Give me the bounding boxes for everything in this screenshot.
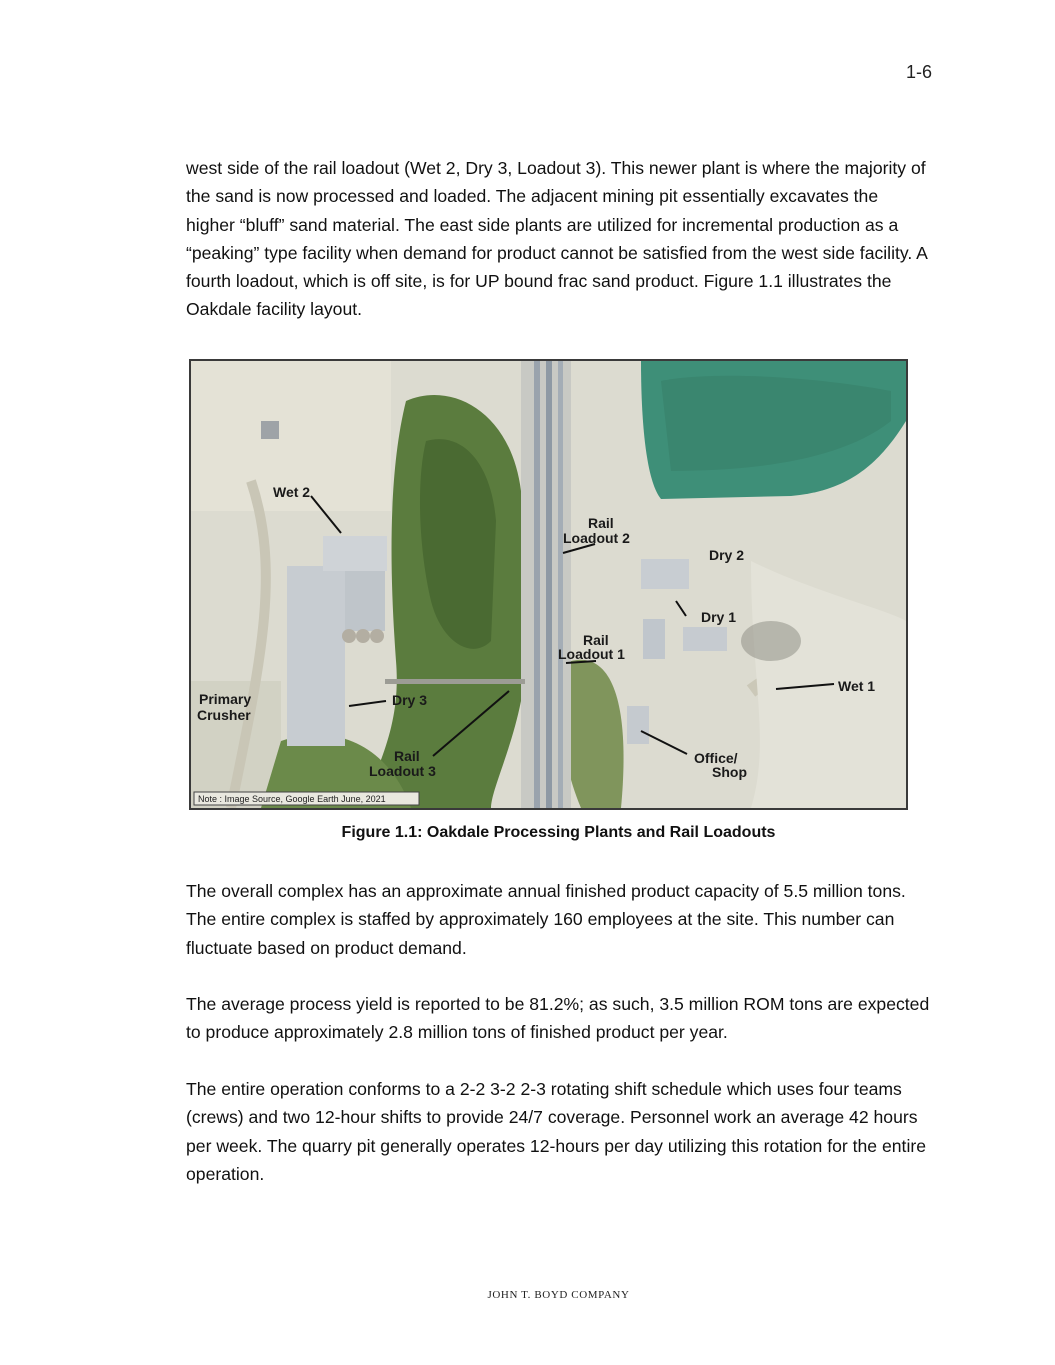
dry3-building (287, 566, 345, 746)
office-building (627, 706, 649, 744)
label-rail-loadout1-line2: Loadout 1 (558, 646, 625, 662)
body-paragraph-2: The overall complex has an approximate annual finished product capacity of 5.5 million tons. The entire complex is staffed by approximately 160 employees at the site. This number can fluctuate based on product demand. (186, 881, 906, 958)
rail-track-2 (546, 361, 552, 808)
label-wet1: Wet 1 (838, 678, 876, 694)
label-office-line1: Office/ (694, 750, 738, 766)
label-primary-crusher-line2: Crusher (197, 707, 251, 723)
label-dry2: Dry 2 (709, 547, 745, 563)
body-paragraph-4: The entire operation conforms to a 2-2 3-2 2-3 rotating shift schedule which uses four teams (crews) and two 12-hour shifts to provide 24/7 coverage. Personnel work an average 42 hours per week. The quarry pit generally operates 12-hours per day utilizing this rotation for the entire operation. (186, 1079, 926, 1184)
label-rail-loadout2-line2: Loadout 2 (563, 530, 630, 546)
figure-caption: Figure 1.1: Oakdale Processing Plants and Rail Loadouts (341, 824, 776, 841)
image-source-note: Note : Image Source, Google Earth June, 2021 (198, 794, 386, 804)
silo-2 (356, 629, 370, 643)
wet2-annex (345, 571, 385, 631)
body-paragraph-1: west side of the rail loadout (Wet 2, Dry 3, Loadout 3). This newer plant is where the majority of the sand is now processed and loaded. The adjacent mining pit essentially excavates the higher “bluff” sand material. The east side plants are utilized for incremental production as a “peaking” type facility when demand for product cannot be satisfied from the west side facility. A fourth loadout, which is off site, is for UP bound frac sand product. Figure 1.1 illustrates the Oakdale facility layout. (186, 158, 927, 320)
company-footer: JOHN T. BOYD COMPANY (487, 1289, 630, 1301)
label-dry3: Dry 3 (392, 692, 428, 708)
label-dry1: Dry 1 (701, 609, 737, 625)
rail-track-1 (534, 361, 540, 808)
dry1-annex (643, 619, 665, 659)
label-rail-loadout2-line1: Rail (588, 515, 614, 531)
dark-stockpile (741, 621, 801, 661)
silo-3 (370, 629, 384, 643)
label-rail-loadout3-line2: Loadout 3 (369, 763, 436, 779)
conveyor-loadout3 (385, 679, 525, 684)
rail-track-3 (558, 361, 563, 808)
label-rail-loadout3-line1: Rail (394, 748, 420, 764)
label-wet2: Wet 2 (273, 484, 311, 500)
facility-aerial-map (189, 359, 908, 810)
label-rail-loadout1-line1: Rail (583, 632, 609, 648)
dry1-building (683, 627, 727, 651)
page-number: 1-6 (905, 62, 932, 82)
body-paragraph-3: The average process yield is reported to be 81.2%; as such, 3.5 million ROM tons are expected to produce approximately 2.8 million tons of finished product per year. (186, 994, 930, 1043)
aerial-image (191, 361, 906, 808)
label-primary-crusher-line1: Primary (199, 691, 252, 707)
dry2-building (641, 559, 689, 589)
silo-1 (342, 629, 356, 643)
crusher-structure (261, 421, 279, 439)
label-office-line2: Shop (712, 764, 747, 780)
wet2-building (323, 536, 387, 571)
